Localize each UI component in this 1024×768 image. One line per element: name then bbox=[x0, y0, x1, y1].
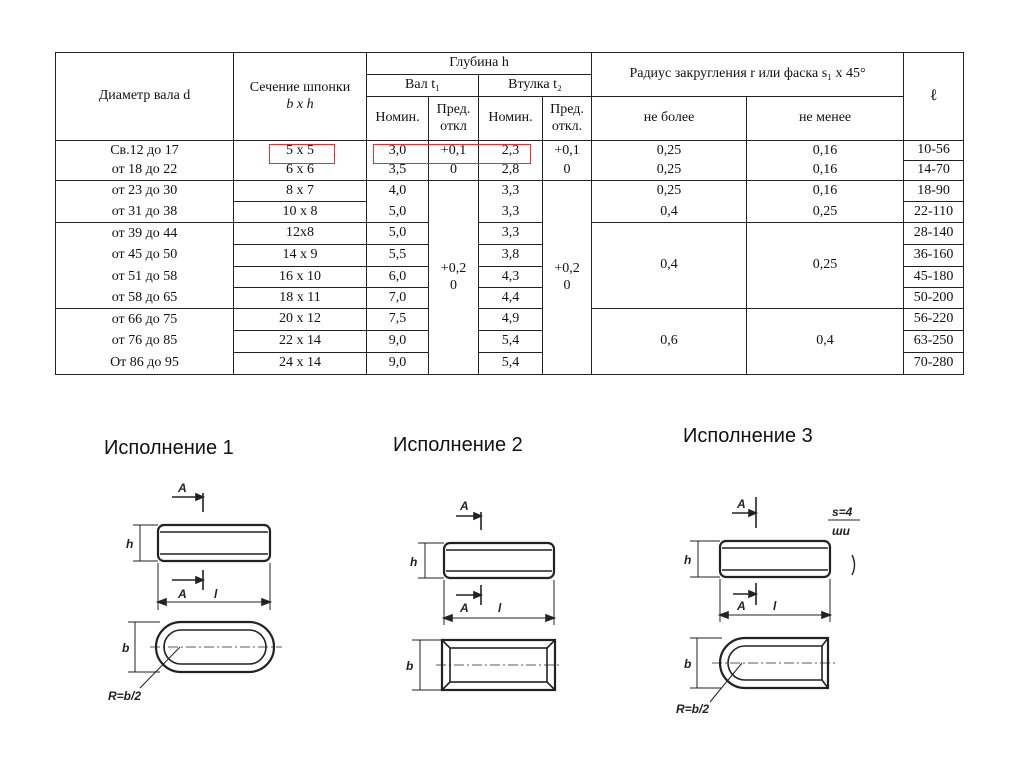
label-r-v3: R=b/2 bbox=[676, 702, 710, 716]
header-section-line1: Сечение шпонки bbox=[249, 80, 351, 96]
table-cell-section: 22 x 14 bbox=[234, 331, 367, 353]
header-dev-line1: Пред. bbox=[436, 102, 471, 118]
caption-version-1: Исполнение 1 bbox=[104, 437, 234, 459]
table-cell-dev-shaft: +0,1 bbox=[429, 141, 479, 161]
header-hub: Втулка t₂ bbox=[479, 75, 592, 97]
header-length: ℓ bbox=[904, 53, 964, 141]
table-cell-section: 18 x 11 bbox=[234, 288, 367, 309]
label-s2-v3: ши bbox=[832, 524, 850, 538]
table-cell-length: 50-200 bbox=[904, 288, 964, 309]
header-diameter: Диаметр вала d bbox=[56, 53, 234, 141]
table-cell-diameter: от 18 до 22 bbox=[56, 161, 234, 181]
table-cell-t1: 4,0 bbox=[367, 181, 429, 202]
table-cell-t1: 9,0 bbox=[367, 331, 429, 353]
table-cell-diameter: от 76 до 85 bbox=[56, 331, 234, 353]
table-cell-t2: 2,3 bbox=[479, 141, 543, 161]
table-cell-length: 28-140 bbox=[904, 223, 964, 245]
table-cell-section: 5 x 5 bbox=[234, 141, 367, 161]
table-cell-t1: 5,5 bbox=[367, 245, 429, 267]
table-cell-t1: 7,5 bbox=[367, 309, 429, 331]
table-cell-dev-hub: +0,1 bbox=[543, 141, 592, 161]
header-depth: Глубина h bbox=[367, 53, 592, 75]
table-cell-rmax-group: 0,6 bbox=[592, 309, 747, 375]
table-cell-section: 20 x 12 bbox=[234, 309, 367, 331]
table-cell-diameter: От 86 до 95 bbox=[56, 353, 234, 375]
table-cell-length: 45-180 bbox=[904, 267, 964, 288]
table-cell-rmin-group: 0,25 bbox=[747, 223, 904, 309]
table-cell-t2: 4,3 bbox=[479, 267, 543, 288]
dev-hub-bottom: 0 bbox=[563, 277, 571, 293]
table-cell-t2: 3,3 bbox=[479, 202, 543, 223]
table-cell-t1: 6,0 bbox=[367, 267, 429, 288]
table-cell-length: 36-160 bbox=[904, 245, 964, 267]
header-shaft: Вал t₁ bbox=[367, 75, 479, 97]
drawing-version-1 bbox=[128, 493, 282, 688]
drawing-version-2 bbox=[412, 512, 562, 690]
table-cell-dev-shaft: 0 bbox=[429, 161, 479, 181]
table-cell-t1: 3,5 bbox=[367, 161, 429, 181]
table-cell-section: 8 x 7 bbox=[234, 181, 367, 202]
table-cell-section: 10 x 8 bbox=[234, 202, 367, 223]
label-A-v1-bottom: A bbox=[178, 587, 187, 601]
table-cell-rmax: 0,25 bbox=[592, 161, 747, 181]
header-dev-line2: откл bbox=[440, 118, 467, 134]
table-cell-diameter: от 58 до 65 bbox=[56, 288, 234, 309]
header-dev-line2: откл. bbox=[551, 118, 583, 134]
header-dev-line1: Пред. bbox=[550, 102, 584, 118]
table-cell-rmin: 0,16 bbox=[747, 161, 904, 181]
label-A-v2-bottom: A bbox=[460, 601, 469, 615]
label-A-v2-top: A bbox=[460, 499, 469, 513]
dev-hub-top: +0,2 bbox=[554, 261, 580, 277]
label-r-v1: R=b/2 bbox=[108, 689, 142, 703]
header-radius: Радиус закругления r или фаска s₁ x 45° bbox=[592, 53, 904, 97]
table-cell-t2: 4,4 bbox=[479, 288, 543, 309]
table-cell-length: 70-280 bbox=[904, 353, 964, 375]
table-cell-section: 16 x 10 bbox=[234, 267, 367, 288]
table-cell-t2: 3,3 bbox=[479, 223, 543, 245]
table-cell-t2: 3,3 bbox=[479, 181, 543, 202]
label-s-v3: s=4 bbox=[832, 505, 853, 519]
table-cell-t1: 9,0 bbox=[367, 353, 429, 375]
label-A-v1-top: A bbox=[178, 481, 187, 495]
label-h-v1: h bbox=[126, 537, 134, 551]
table-cell-rmax: 0,25 bbox=[592, 141, 747, 161]
caption-version-2: Исполнение 2 bbox=[393, 434, 523, 456]
table-cell-length: 22-110 bbox=[904, 202, 964, 223]
table-cell-section: 14 x 9 bbox=[234, 245, 367, 267]
table-cell-diameter: от 51 до 58 bbox=[56, 267, 234, 288]
header-not-less: не менее bbox=[747, 97, 904, 141]
header-section-line2: b x h bbox=[286, 96, 314, 112]
table-cell-rmax: 0,25 bbox=[592, 181, 747, 202]
label-h-v3: h bbox=[684, 553, 692, 567]
caption-version-3: Исполнение 3 bbox=[683, 425, 813, 447]
table-cell-t2: 4,9 bbox=[479, 309, 543, 331]
table-cell-length: 10-56 bbox=[904, 141, 964, 161]
header-nominal-shaft: Номин. bbox=[367, 97, 429, 141]
table-cell-length: 56-220 bbox=[904, 309, 964, 331]
table-cell-t2: 3,8 bbox=[479, 245, 543, 267]
dev-shaft-bottom: 0 bbox=[450, 277, 457, 293]
header-not-more: не более bbox=[592, 97, 747, 141]
header-nominal-hub: Номин. bbox=[479, 97, 543, 141]
table-cell-t1: 5,0 bbox=[367, 223, 429, 245]
table-cell-diameter: Св.12 до 17 bbox=[56, 141, 234, 161]
table-cell-t2: 5,4 bbox=[479, 331, 543, 353]
label-b-v1: b bbox=[122, 641, 130, 655]
table-cell-t1: 3,0 bbox=[367, 141, 429, 161]
table-cell-t2: 5,4 bbox=[479, 353, 543, 375]
table-cell-dev-hub: 0 bbox=[543, 161, 592, 181]
table-cell-rmin: 0,25 bbox=[747, 202, 904, 223]
label-b-v3: b bbox=[684, 657, 692, 671]
table-cell-rmax: 0,4 bbox=[592, 202, 747, 223]
label-A-v3-top: A bbox=[737, 497, 746, 511]
label-b-v2: b bbox=[406, 659, 414, 673]
table-cell-section: 24 x 14 bbox=[234, 353, 367, 375]
table-cell-diameter: от 39 до 44 bbox=[56, 223, 234, 245]
label-l-v1: l bbox=[214, 587, 218, 601]
table-cell-rmin-group: 0,4 bbox=[747, 309, 904, 375]
table-cell-section: 12x8 bbox=[234, 223, 367, 245]
table-cell-diameter: от 45 до 50 bbox=[56, 245, 234, 267]
table-cell-diameter: от 66 до 75 bbox=[56, 309, 234, 331]
table-cell-t2: 2,8 bbox=[479, 161, 543, 181]
table-cell-length: 18-90 bbox=[904, 181, 964, 202]
table-cell-length: 14-70 bbox=[904, 161, 964, 181]
label-l-v3: l bbox=[773, 599, 777, 613]
table-cell-diameter: от 31 до 38 bbox=[56, 202, 234, 223]
dev-shaft-top: +0,2 bbox=[440, 261, 467, 277]
table-cell-length: 63-250 bbox=[904, 331, 964, 353]
label-A-v3-bottom: A bbox=[737, 599, 746, 613]
table-cell-diameter: от 23 до 30 bbox=[56, 181, 234, 202]
label-l-v2: l bbox=[498, 601, 502, 615]
table-cell-t1: 7,0 bbox=[367, 288, 429, 309]
table-cell-rmin: 0,16 bbox=[747, 141, 904, 161]
table-cell-section: 6 x 6 bbox=[234, 161, 367, 181]
table-cell-t1: 5,0 bbox=[367, 202, 429, 223]
label-h-v2: h bbox=[410, 555, 418, 569]
table-cell-rmin: 0,16 bbox=[747, 181, 904, 202]
table-cell-rmax-group: 0,4 bbox=[592, 223, 747, 309]
